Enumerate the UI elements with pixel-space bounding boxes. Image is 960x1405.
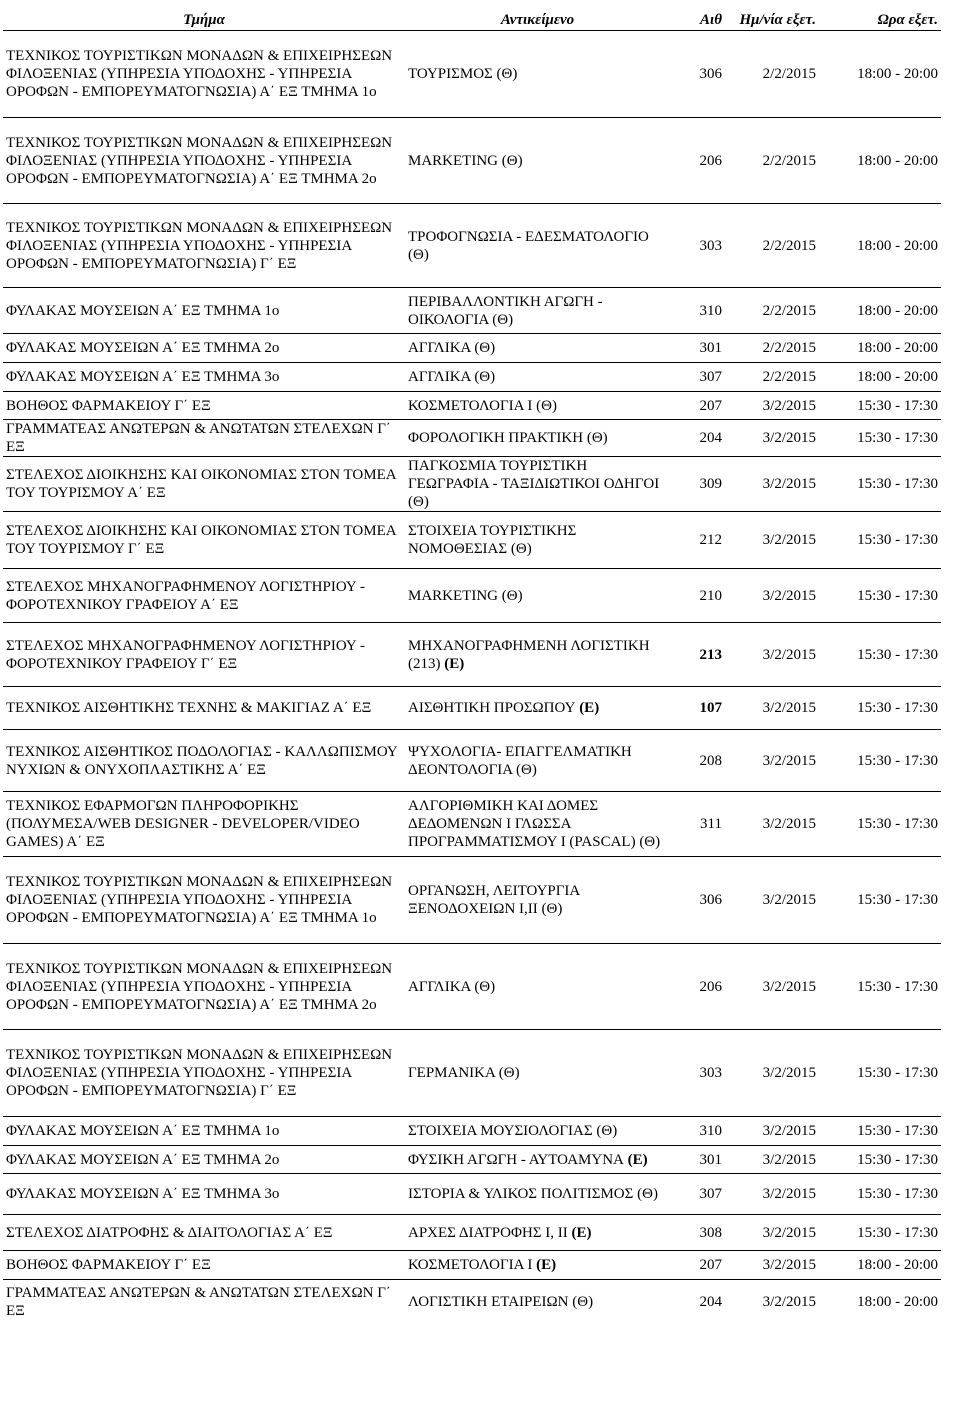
room-cell: 204 [670,420,725,457]
room-cell: 208 [670,730,725,792]
subject-cell [405,392,670,420]
exam-time-cell: 15:30 - 17:30 [819,792,941,857]
subject-cell [405,363,670,392]
exam-type-marker: (Ε) [440,655,465,672]
exam-time-cell: 15:30 - 17:30 [819,1117,941,1146]
subject-text: ΑΓΓΛΙΚΑ (Θ) [408,369,496,385]
exam-date-cell: 3/2/2015 [725,944,819,1030]
subject-text: ΠΕΡΙΒΑΛΛΟΝΤΙΚΗ ΑΓΩΓΗ - ΟΙΚΟΛΟΓΙΑ (Θ) [408,293,603,328]
room-cell: 301 [670,1146,725,1174]
room-cell: 303 [670,1030,725,1117]
department-cell: ΤΕΧΝΙΚΟΣ ΑΙΣΘΗΤΙΚΗΣ ΤΕΧΝΗΣ & ΜΑΚΙΓΙΑΖ Α΄ ΕΞ [3,687,405,730]
department-cell: ΣΤΕΛΕΧΟΣ ΔΙΟΙΚΗΣΗΣ ΚΑΙ ΟΙΚΟΝΟΜΙΑΣ ΣΤΟΝ ΤΟΜΕΑ ΤΟΥ ΤΟΥΡΙΣΜΟΥ Α΄ ΕΞ [3,457,405,512]
exam-time-cell: 15:30 - 17:30 [819,730,941,792]
room-cell: 311 [670,792,725,857]
department-cell: ΣΤΕΛΕΧΟΣ ΔΙΟΙΚΗΣΗΣ ΚΑΙ ΟΙΚΟΝΟΜΙΑΣ ΣΤΟΝ ΤΟΜΕΑ ΤΟΥ ΤΟΥΡΙΣΜΟΥ Γ΄ ΕΞ [3,512,405,569]
subject-text: ΑΛΓΟΡΙΘΜΙΚΗ ΚΑΙ ΔΟΜΕΣ ΔΕΔΟΜΕΝΩΝ Ι ΓΛΩΣΣΑ ΠΡΟΓΡΑΜΜΑΤΙΣΜΟΥ Ι (PASCAL) (Θ) [408,798,661,850]
room-number: 213 [699,646,722,663]
room-cell: 306 [670,857,725,944]
subject-text: ΜΗΧΑΝΟΓΡΑΦΗΜΕΝΗ ΛΟΓΙΣΤΙΚΗ (213) [408,637,650,672]
subject-text: ΨΥΧΟΛΟΓΙΑ- ΕΠΑΓΓΕΛΜΑΤΙΚΗ ΔΕΟΝΤΟΛΟΓΙΑ (Θ) [408,743,632,778]
exam-time-cell: 18:00 - 20:00 [819,363,941,392]
table-row [3,857,941,944]
exam-date-cell: 3/2/2015 [725,569,819,623]
subject-cell [405,1251,670,1280]
exam-date-cell: 3/2/2015 [725,1117,819,1146]
table-row [3,512,941,569]
subject-cell [405,204,670,288]
department-cell: ΦΥΛΑΚΑΣ ΜΟΥΣΕΙΩΝ Α΄ ΕΞ ΤΜΗΜΑ 2ο [3,334,405,363]
table-row [3,687,941,730]
room-cell: 206 [670,118,725,204]
department-cell: ΤΕΧΝΙΚΟΣ ΕΦΑΡΜΟΓΩΝ ΠΛΗΡΟΦΟΡΙΚΗΣ (ΠΟΛΥΜΕΣΑ/WEB DESIGNER - DEVELOPER/VIDEO GAMES) Α΄ ΕΞ [3,792,405,857]
exam-date-cell: 3/2/2015 [725,730,819,792]
table-row [3,1117,941,1146]
exam-date-cell: 3/2/2015 [725,1174,819,1215]
subject-cell [405,687,670,730]
room-cell: 308 [670,1215,725,1251]
department-cell: ΤΕΧΝΙΚΟΣ ΤΟΥΡΙΣΤΙΚΩΝ ΜΟΝΑΔΩΝ & ΕΠΙΧΕΙΡΗΣΕΩΝ ΦΙΛΟΞΕΝΙΑΣ (ΥΠΗΡΕΣΙΑ ΥΠΟΔΟΧΗΣ - ΥΠΗΡΕΣΙΑ ΟΡΟΦΩΝ - ΕΜΠΟΡΕΥΜΑΤΟΓΝΩΣΙΑ) Γ΄ ΕΞ [3,204,405,288]
exam-date-cell: 3/2/2015 [725,1030,819,1117]
subject-cell [405,1146,670,1174]
subject-cell [405,118,670,204]
department-cell: ΣΤΕΛΕΧΟΣ ΜΗΧΑΝΟΓΡΑΦΗΜΕΝΟΥ ΛΟΓΙΣΤΗΡΙΟΥ - ΦΟΡΟΤΕΧΝΙΚΟΥ ΓΡΑΦΕΙΟΥ Γ΄ ΕΞ [3,623,405,687]
subject-text: ΤΡΟΦΟΓΝΩΣΙΑ - ΕΔΕΣΜΑΤΟΛΟΓΙΟ (Θ) [408,228,649,263]
table-row [3,1146,941,1174]
subject-cell [405,512,670,569]
exam-date-cell: 2/2/2015 [725,363,819,392]
exam-time-cell: 15:30 - 17:30 [819,1174,941,1215]
subject-text: ΚΟΣΜΕΤΟΛΟΓΙΑ Ι (Θ) [408,397,557,414]
subject-text: ΚΟΣΜΕΤΟΛΟΓΙΑ Ι [408,1257,533,1273]
subject-cell [405,334,670,363]
exam-date-cell: 2/2/2015 [725,118,819,204]
exam-time-cell: 18:00 - 20:00 [857,66,938,82]
department-cell: ΣΤΕΛΕΧΟΣ ΔΙΑΤΡΟΦΗΣ & ΔΙΑΙΤΟΛΟΓΙΑΣ Α΄ ΕΞ [3,1215,405,1251]
room-cell: 306 [699,66,722,82]
exam-date-cell: 2/2/2015 [725,334,819,363]
room-cell [670,687,725,730]
exam-time-cell: 15:30 - 17:30 [819,623,941,687]
exam-time-cell: 15:30 - 17:30 [819,512,941,569]
room-cell: 206 [670,944,725,1030]
exam-date-cell: 2/2/2015 [762,66,816,82]
subject-cell [405,623,670,687]
subject-text: ΙΣΤΟΡΙΑ & ΥΛΙΚΟΣ ΠΟΛΙΤΙΣΜΟΣ (Θ) [408,1186,658,1202]
table-row [3,792,941,857]
table-row [3,31,941,118]
exam-time-cell: 15:30 - 17:30 [819,457,941,512]
exam-time-cell: 18:00 - 20:00 [819,204,941,288]
subject-text: ΠΑΓΚΟΣΜΙΑ ΤΟΥΡΙΣΤΙΚΗ ΓΕΩΓΡΑΦΙΑ - ΤΑΞΙΔΙΩΤΙΚΟΙ ΟΔΗΓΟΙ (Θ) [408,458,660,510]
subject-cell [405,1174,670,1215]
department-cell: ΤΕΧΝΙΚΟΣ ΤΟΥΡΙΣΤΙΚΩΝ ΜΟΝΑΔΩΝ & ΕΠΙΧΕΙΡΗΣΕΩΝ ΦΙΛΟΞΕΝΙΑΣ (ΥΠΗΡΕΣΙΑ ΥΠΟΔΟΧΗΣ - ΥΠΗΡΕΣΙΑ ΟΡΟΦΩΝ - ΕΜΠΟΡΕΥΜΑΤΟΓΝΩΣΙΑ) Α΄ ΕΞ ΤΜΗΜΑ 1ο [3,857,405,944]
department-cell: ΤΕΧΝΙΚΟΣ ΤΟΥΡΙΣΤΙΚΩΝ ΜΟΝΑΔΩΝ & ΕΠΙΧΕΙΡΗΣΕΩΝ ΦΙΛΟΞΕΝΙΑΣ (ΥΠΗΡΕΣΙΑ ΥΠΟΔΟΧΗΣ - ΥΠΗΡΕΣΙΑ ΟΡΟΦΩΝ - ΕΜΠΟΡΕΥΜΑΤΟΓΝΩΣΙΑ) Α΄ ΕΞ ΤΜΗΜΑ 2ο [3,944,405,1030]
exam-time-cell: 18:00 - 20:00 [819,1251,941,1280]
header-exam-time: Ωρα εξετ. [819,10,941,31]
exam-date-cell: 3/2/2015 [725,457,819,512]
room-cell [670,623,725,687]
header-exam-date: Ημ/νία εξετ. [725,10,819,31]
subject-text: ΣΤΟΙΧΕΙΑ ΤΟΥΡΙΣΤΙΚΗΣ ΝΟΜΟΘΕΣΙΑΣ (Θ) [408,523,577,557]
exam-date-cell: 3/2/2015 [725,1146,819,1174]
department-cell: ΓΡΑΜΜΑΤΕΑΣ ΑΝΩΤΕΡΩΝ & ΑΝΩΤΑΤΩΝ ΣΤΕΛΕΧΩΝ Γ΄ ΕΞ [3,420,405,457]
exam-date-cell: 3/2/2015 [725,857,819,944]
exam-date-cell: 3/2/2015 [725,1280,819,1324]
exam-time-cell: 15:30 - 17:30 [819,944,941,1030]
subject-cell [405,1117,670,1146]
department-cell: ΒΟΗΘΟΣ ΦΑΡΜΑΚΕΙΟΥ Γ΄ ΕΞ [3,1251,405,1280]
subject-text: MARKETING (Θ) [408,152,523,169]
subject-text: ΑΡΧΕΣ ΔΙΑΤΡΟΦΗΣ Ι, ΙΙ [408,1224,568,1241]
subject-cell [405,1030,670,1117]
exam-date-cell: 3/2/2015 [725,1251,819,1280]
table-row [3,569,941,623]
subject-cell [405,944,670,1030]
department-cell: ΦΥΛΑΚΑΣ ΜΟΥΣΕΙΩΝ Α΄ ΕΞ ΤΜΗΜΑ 3ο [3,363,405,392]
exam-time-cell: 15:30 - 17:30 [819,687,941,730]
table-row [3,420,941,457]
header-room: Αιθ [670,10,725,31]
subject-cell [405,288,670,334]
room-cell: 212 [670,512,725,569]
room-cell: 307 [670,363,725,392]
subject-text: ΦΥΣΙΚΗ ΑΓΩΓΗ - ΑΥΤΟΑΜΥΝΑ [408,1151,624,1168]
exam-type-marker: (Ε) [567,1224,592,1241]
room-cell: 207 [670,392,725,420]
subject-text: ΓΕΡΜΑΝΙΚΑ (Θ) [408,1065,520,1081]
exam-time-cell: 18:00 - 20:00 [819,288,941,334]
exam-date-cell: 2/2/2015 [725,204,819,288]
subject-cell [405,420,670,457]
exam-type-marker: (Ε) [575,700,600,716]
department-cell: ΤΕΧΝΙΚΟΣ ΑΙΣΘΗΤΙΚΟΣ ΠΟΔΟΛΟΓΙΑΣ - ΚΑΛΛΩΠΙΣΜΟΥ ΝΥΧΙΩΝ & ΟΝΥΧΟΠΛΑΣΤΙΚΗΣ Α΄ ΕΞ [3,730,405,792]
exam-time-cell: 18:00 - 20:00 [819,334,941,363]
room-cell: 310 [670,1117,725,1146]
department-cell: ΦΥΛΑΚΑΣ ΜΟΥΣΕΙΩΝ Α΄ ΕΞ ΤΜΗΜΑ 3ο [3,1174,405,1215]
exam-time-cell: 15:30 - 17:30 [819,1215,941,1251]
exam-type-marker: (Ε) [532,1257,557,1273]
table-row [3,623,941,687]
table-row [3,1251,941,1280]
subject-text: MARKETING (Θ) [408,587,523,604]
exam-schedule-page [3,10,941,1324]
table-row [3,1030,941,1117]
subject-cell [405,1215,670,1251]
exam-time-cell: 15:30 - 17:30 [819,1146,941,1174]
room-cell: 210 [670,569,725,623]
exam-time-cell: 18:00 - 20:00 [819,1280,941,1324]
subject-text: ΟΡΓΑΝΩΣΗ, ΛΕΙΤΟΥΡΓΙΑ ΞΕΝΟΔΟΧΕΙΩΝ Ι,ΙΙ (Θ) [408,883,580,917]
room-cell: 303 [670,204,725,288]
subject-text: ΑΓΓΛΙΚΑ (Θ) [408,978,496,995]
exam-time-cell: 15:30 - 17:30 [819,392,941,420]
room-cell: 301 [670,334,725,363]
department-cell: ΦΥΛΑΚΑΣ ΜΟΥΣΕΙΩΝ Α΄ ΕΞ ΤΜΗΜΑ 1ο [3,1117,405,1146]
department-cell: ΣΤΕΛΕΧΟΣ ΜΗΧΑΝΟΓΡΑΦΗΜΕΝΟΥ ΛΟΓΙΣΤΗΡΙΟΥ - ΦΟΡΟΤΕΧΝΙΚΟΥ ΓΡΑΦΕΙΟΥ Α΄ ΕΞ [3,569,405,623]
exam-date-cell: 3/2/2015 [725,623,819,687]
subject-text: ΛΟΓΙΣΤΙΚΗ ΕΤΑΙΡΕΙΩΝ (Θ) [408,1293,594,1310]
exam-type-marker: (Ε) [623,1151,648,1168]
exam-time-cell: 18:00 - 20:00 [819,118,941,204]
department-cell: ΒΟΗΘΟΣ ΦΑΡΜΑΚΕΙΟΥ Γ΄ ΕΞ [3,392,405,420]
table-row [3,1215,941,1251]
department-cell: ΤΕΧΝΙΚΟΣ ΤΟΥΡΙΣΤΙΚΩΝ ΜΟΝΑΔΩΝ & ΕΠΙΧΕΙΡΗΣΕΩΝ ΦΙΛΟΞΕΝΙΑΣ (ΥΠΗΡΕΣΙΑ ΥΠΟΔΟΧΗΣ - ΥΠΗΡΕΣΙΑ ΟΡΟΦΩΝ - ΕΜΠΟΡΕΥΜΑΤΟΓΝΩΣΙΑ) Α΄ ΕΞ ΤΜΗΜΑ 2ο [3,118,405,204]
exam-date-cell: 3/2/2015 [725,512,819,569]
room-number: 107 [699,700,722,716]
exam-date-cell: 3/2/2015 [725,792,819,857]
table-row [3,288,941,334]
table-header-row [3,10,941,31]
subject-cell [405,31,670,118]
subject-text: ΑΓΓΛΙΚΑ (Θ) [408,340,496,356]
exam-time-cell: 15:30 - 17:30 [819,569,941,623]
subject-cell [405,1280,670,1324]
department-cell: ΤΕΧΝΙΚΟΣ ΤΟΥΡΙΣΤΙΚΩΝ ΜΟΝΑΔΩΝ & ΕΠΙΧΕΙΡΗΣΕΩΝ ΦΙΛΟΞΕΝΙΑΣ (ΥΠΗΡΕΣΙΑ ΥΠΟΔΟΧΗΣ - ΥΠΗΡΕΣΙΑ ΟΡΟΦΩΝ - ΕΜΠΟΡΕΥΜΑΤΟΓΝΩΣΙΑ) Γ΄ ΕΞ [3,1030,405,1117]
table-row [3,457,941,512]
table-row [3,204,941,288]
room-cell: 309 [670,457,725,512]
exam-date-cell: 2/2/2015 [725,288,819,334]
exam-date-cell: 3/2/2015 [725,392,819,420]
subject-cell [405,730,670,792]
room-cell: 310 [670,288,725,334]
subject-cell [405,569,670,623]
table-row [3,1280,941,1324]
exam-time-cell: 15:30 - 17:30 [819,420,941,457]
department-cell: ΓΡΑΜΜΑΤΕΑΣ ΑΝΩΤΕΡΩΝ & ΑΝΩΤΑΤΩΝ ΣΤΕΛΕΧΩΝ Γ΄ ΕΞ [3,1280,405,1324]
table-row [3,1174,941,1215]
table-row [3,392,941,420]
subject-cell [405,457,670,512]
subject-cell [405,792,670,857]
table-row [3,363,941,392]
department-cell: ΦΥΛΑΚΑΣ ΜΟΥΣΕΙΩΝ Α΄ ΕΞ ΤΜΗΜΑ 1ο [3,288,405,334]
room-cell: 204 [670,1280,725,1324]
table-row [3,334,941,363]
room-cell: 307 [670,1174,725,1215]
subject-text: ΤΟΥΡΙΣΜΟΣ (Θ) [408,66,518,82]
exam-date-cell: 3/2/2015 [725,420,819,457]
subject-cell [405,857,670,944]
table-body [3,31,941,1324]
department-cell: ΦΥΛΑΚΑΣ ΜΟΥΣΕΙΩΝ Α΄ ΕΞ ΤΜΗΜΑ 2ο [3,1146,405,1174]
exam-time-cell: 15:30 - 17:30 [819,857,941,944]
table-row [3,118,941,204]
header-subject: Αντικείμενο [405,10,670,31]
subject-text: ΦΟΡΟΛΟΓΙΚΗ ΠΡΑΚΤΙΚΗ (Θ) [408,430,608,446]
table-row [3,730,941,792]
exam-schedule-table [3,10,941,1324]
subject-text: ΑΙΣΘΗΤΙΚΗ ΠΡΟΣΩΠΟΥ [408,700,576,716]
exam-date-cell: 3/2/2015 [725,1215,819,1251]
room-cell: 207 [670,1251,725,1280]
exam-time-cell: 15:30 - 17:30 [819,1030,941,1117]
department-cell: ΤΕΧΝΙΚΟΣ ΤΟΥΡΙΣΤΙΚΩΝ ΜΟΝΑΔΩΝ & ΕΠΙΧΕΙΡΗΣΕΩΝ ΦΙΛΟΞΕΝΙΑΣ (ΥΠΗΡΕΣΙΑ ΥΠΟΔΟΧΗΣ - ΥΠΗΡΕΣΙΑ ΟΡΟΦΩΝ - ΕΜΠΟΡΕΥΜΑΤΟΓΝΩΣΙΑ) Α΄ ΕΞ ΤΜΗΜΑ 1ο [6,48,393,100]
table-row [3,944,941,1030]
header-department: Τμήμα [3,10,405,31]
subject-text: ΣΤΟΙΧΕΙΑ ΜΟΥΣΙΟΛΟΓΙΑΣ (Θ) [408,1123,618,1139]
exam-date-cell: 3/2/2015 [725,687,819,730]
